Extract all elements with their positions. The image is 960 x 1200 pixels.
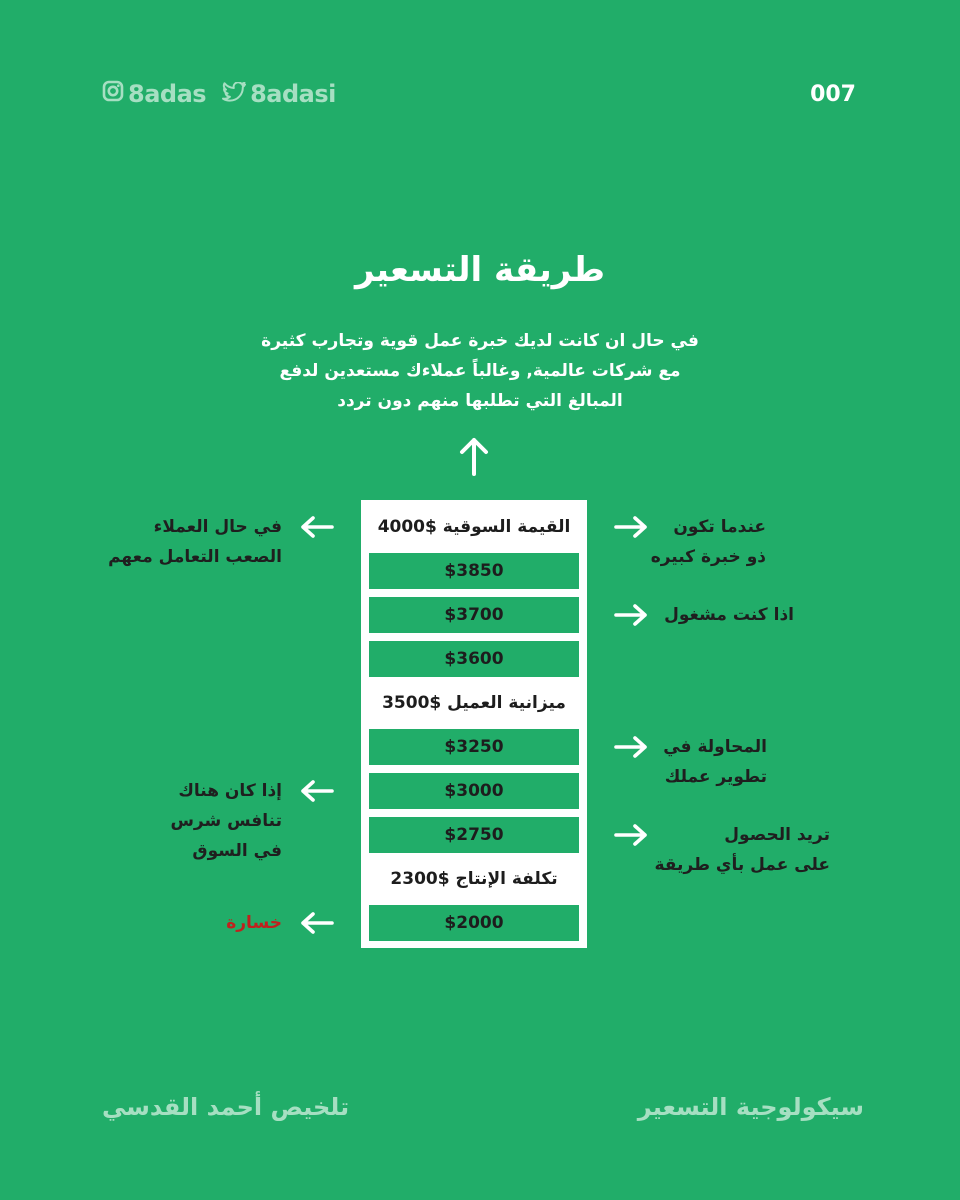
ladder-step-production-cost: تكلفة الإنتاج $2300 — [369, 861, 579, 897]
arrow-up-icon — [456, 436, 492, 476]
ladder-step: $2000 — [369, 905, 579, 941]
ladder-step-market-value: القيمة السوقية $4000 — [369, 509, 579, 545]
left-note: إذا كان هناك تنافس شرس في السوق — [170, 781, 282, 861]
arrow-right-icon — [613, 735, 649, 759]
social-handles — [102, 80, 336, 108]
ladder-step: $3000 — [369, 773, 579, 809]
ladder-step: $3250 — [369, 729, 579, 765]
twitter-handle-text: 8adasi — [250, 80, 336, 108]
arrow-left-icon — [299, 911, 335, 935]
intro-line: المبالغ التي تطلبها منهم دون تردد — [337, 391, 623, 411]
arrow-right-icon — [613, 515, 649, 539]
ladder-step: $3850 — [369, 553, 579, 589]
arrow-left-icon — [299, 515, 335, 539]
left-note: في حال العملاء الصعب التعامل معهم — [108, 517, 282, 567]
right-note: تريد الحصول على عمل بأي طريقة — [654, 825, 830, 875]
left-note-loss: خسارة — [226, 913, 282, 933]
arrow-right-icon — [613, 603, 649, 627]
arrow-right-icon — [613, 823, 649, 847]
twitter-icon — [222, 80, 246, 108]
book-title: سيكولوجية التسعير — [637, 1093, 864, 1121]
ladder-step: $3600 — [369, 641, 579, 677]
page-title: طريقة التسعير — [355, 250, 605, 290]
ladder-step: $3700 — [369, 597, 579, 633]
right-note: اذا كنت مشغول — [664, 605, 794, 625]
intro-line: في حال ان كانت لديك خبرة عمل قوية وتجارب كثيرة — [261, 331, 699, 351]
price-ladder — [361, 500, 587, 948]
right-note: المحاولة في تطوير عملك — [663, 737, 767, 787]
arrow-left-icon — [299, 779, 335, 803]
twitter-handle[interactable] — [222, 80, 336, 108]
ladder-step-client-budget: ميزانية العميل $3500 — [369, 685, 579, 721]
page-number: 007 — [810, 82, 856, 107]
summary-credit: تلخيص أحمد القدسي — [102, 1093, 350, 1121]
instagram-icon — [102, 80, 124, 108]
instagram-handle-text: 8adas — [128, 80, 207, 108]
intro-line: مع شركات عالمية, وغالباً عملاءك مستعدين لدفع — [279, 361, 681, 381]
intro-text — [0, 326, 960, 416]
instagram-handle[interactable] — [102, 80, 206, 108]
right-note: عندما تكون ذو خبرة كبيره — [650, 517, 766, 567]
ladder-step: $2750 — [369, 817, 579, 853]
